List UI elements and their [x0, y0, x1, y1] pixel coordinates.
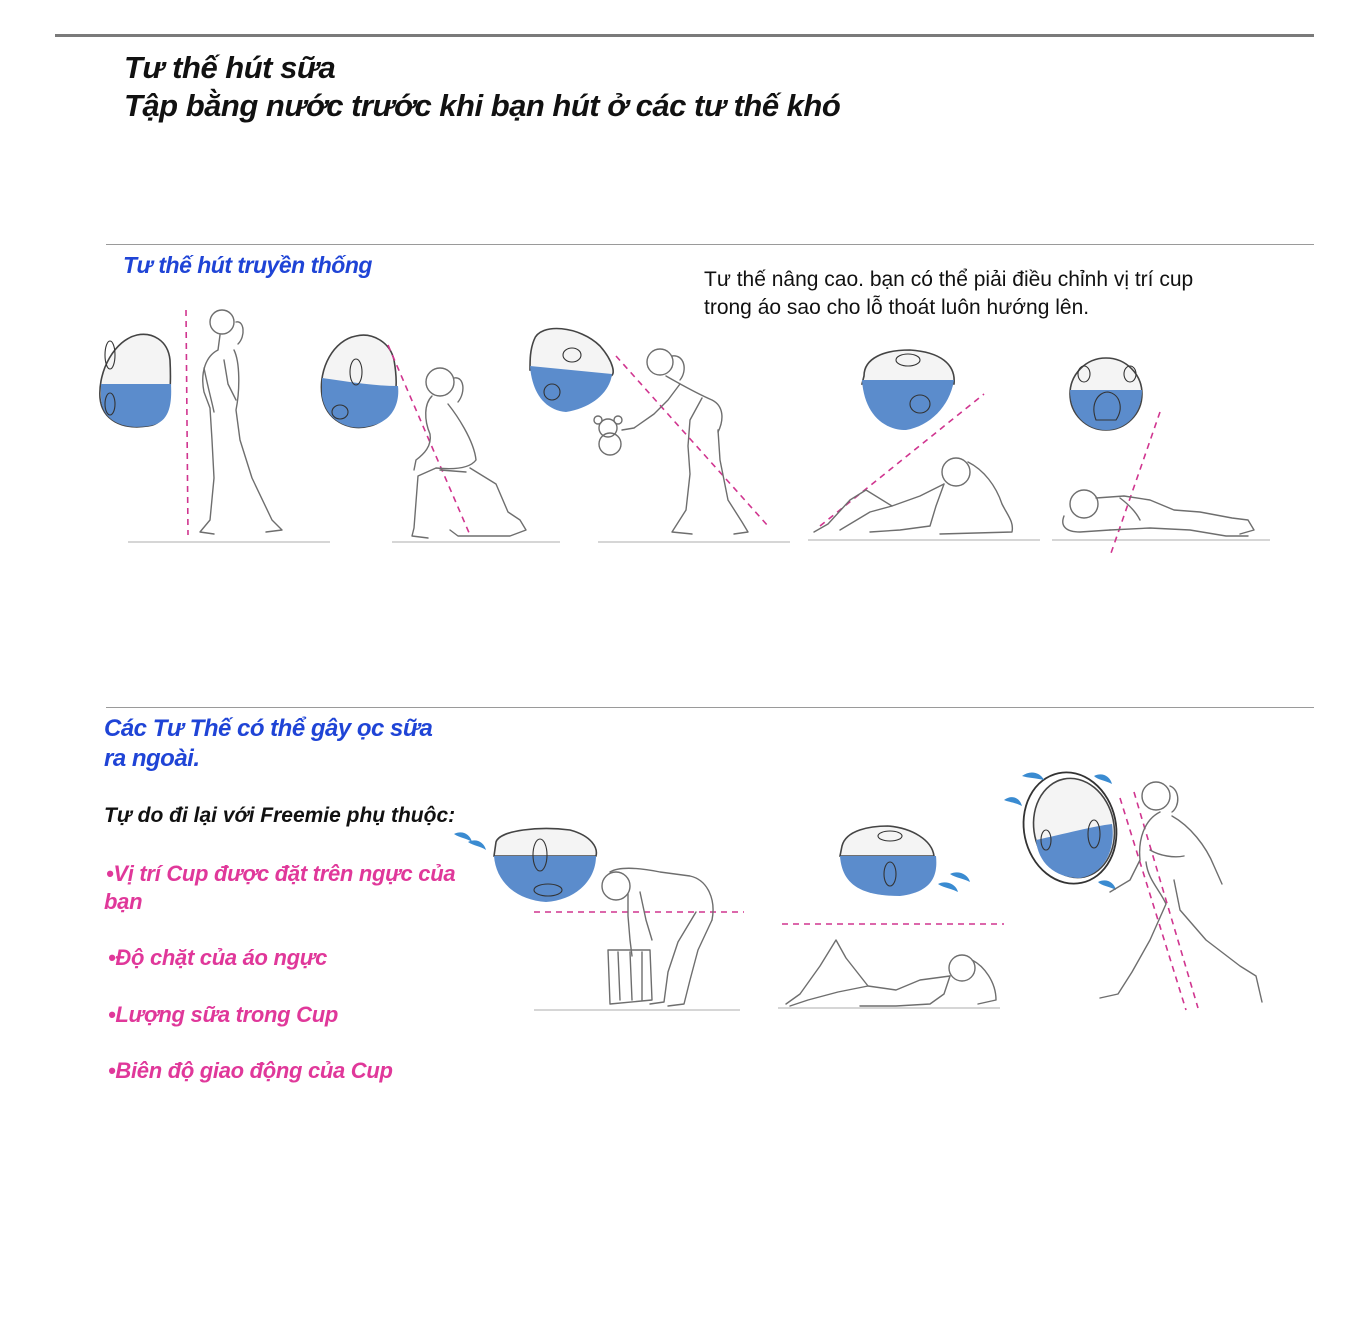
bullet-1: •Vị trí Cup được đặt trên ngực của	[106, 861, 456, 886]
bullet-3: •Lượng sữa trong Cup	[108, 1002, 338, 1027]
bullet-1-continued: bạn	[104, 889, 143, 914]
section2-intro: Tự do đi lại với Freemie phụ thuộc:	[104, 804, 456, 827]
note-line-2: trong áo sao cho lỗ thoát luôn hướng lên.	[704, 296, 1090, 319]
section2-heading-line-1: Các Tư Thế có thể gây ọc sữa	[104, 715, 433, 742]
cup-7-icon	[782, 826, 1004, 924]
title-line-1: Tư thế hút sữa	[124, 50, 336, 85]
cup-6-icon	[454, 829, 744, 913]
bullet-4: •Biên độ giao động của Cup	[108, 1058, 393, 1083]
bending-over-woman-figure	[602, 868, 713, 1006]
running-woman-figure	[1100, 782, 1262, 1002]
title-line-2: Tập bằng nước trước khi bạn hút ở các tư thế khó	[124, 88, 841, 123]
bullet-2: •Độ chặt của áo ngực	[108, 945, 328, 970]
section1-heading: Tư thế hút truyền thống	[123, 252, 372, 278]
note-line-1: Tư thế nâng cao. bạn có thể piải điều chỉnh vị trí cup	[704, 268, 1194, 291]
section2-heading-line-2: ra ngoài.	[104, 745, 200, 772]
lying-back-woman-figure	[786, 940, 996, 1006]
